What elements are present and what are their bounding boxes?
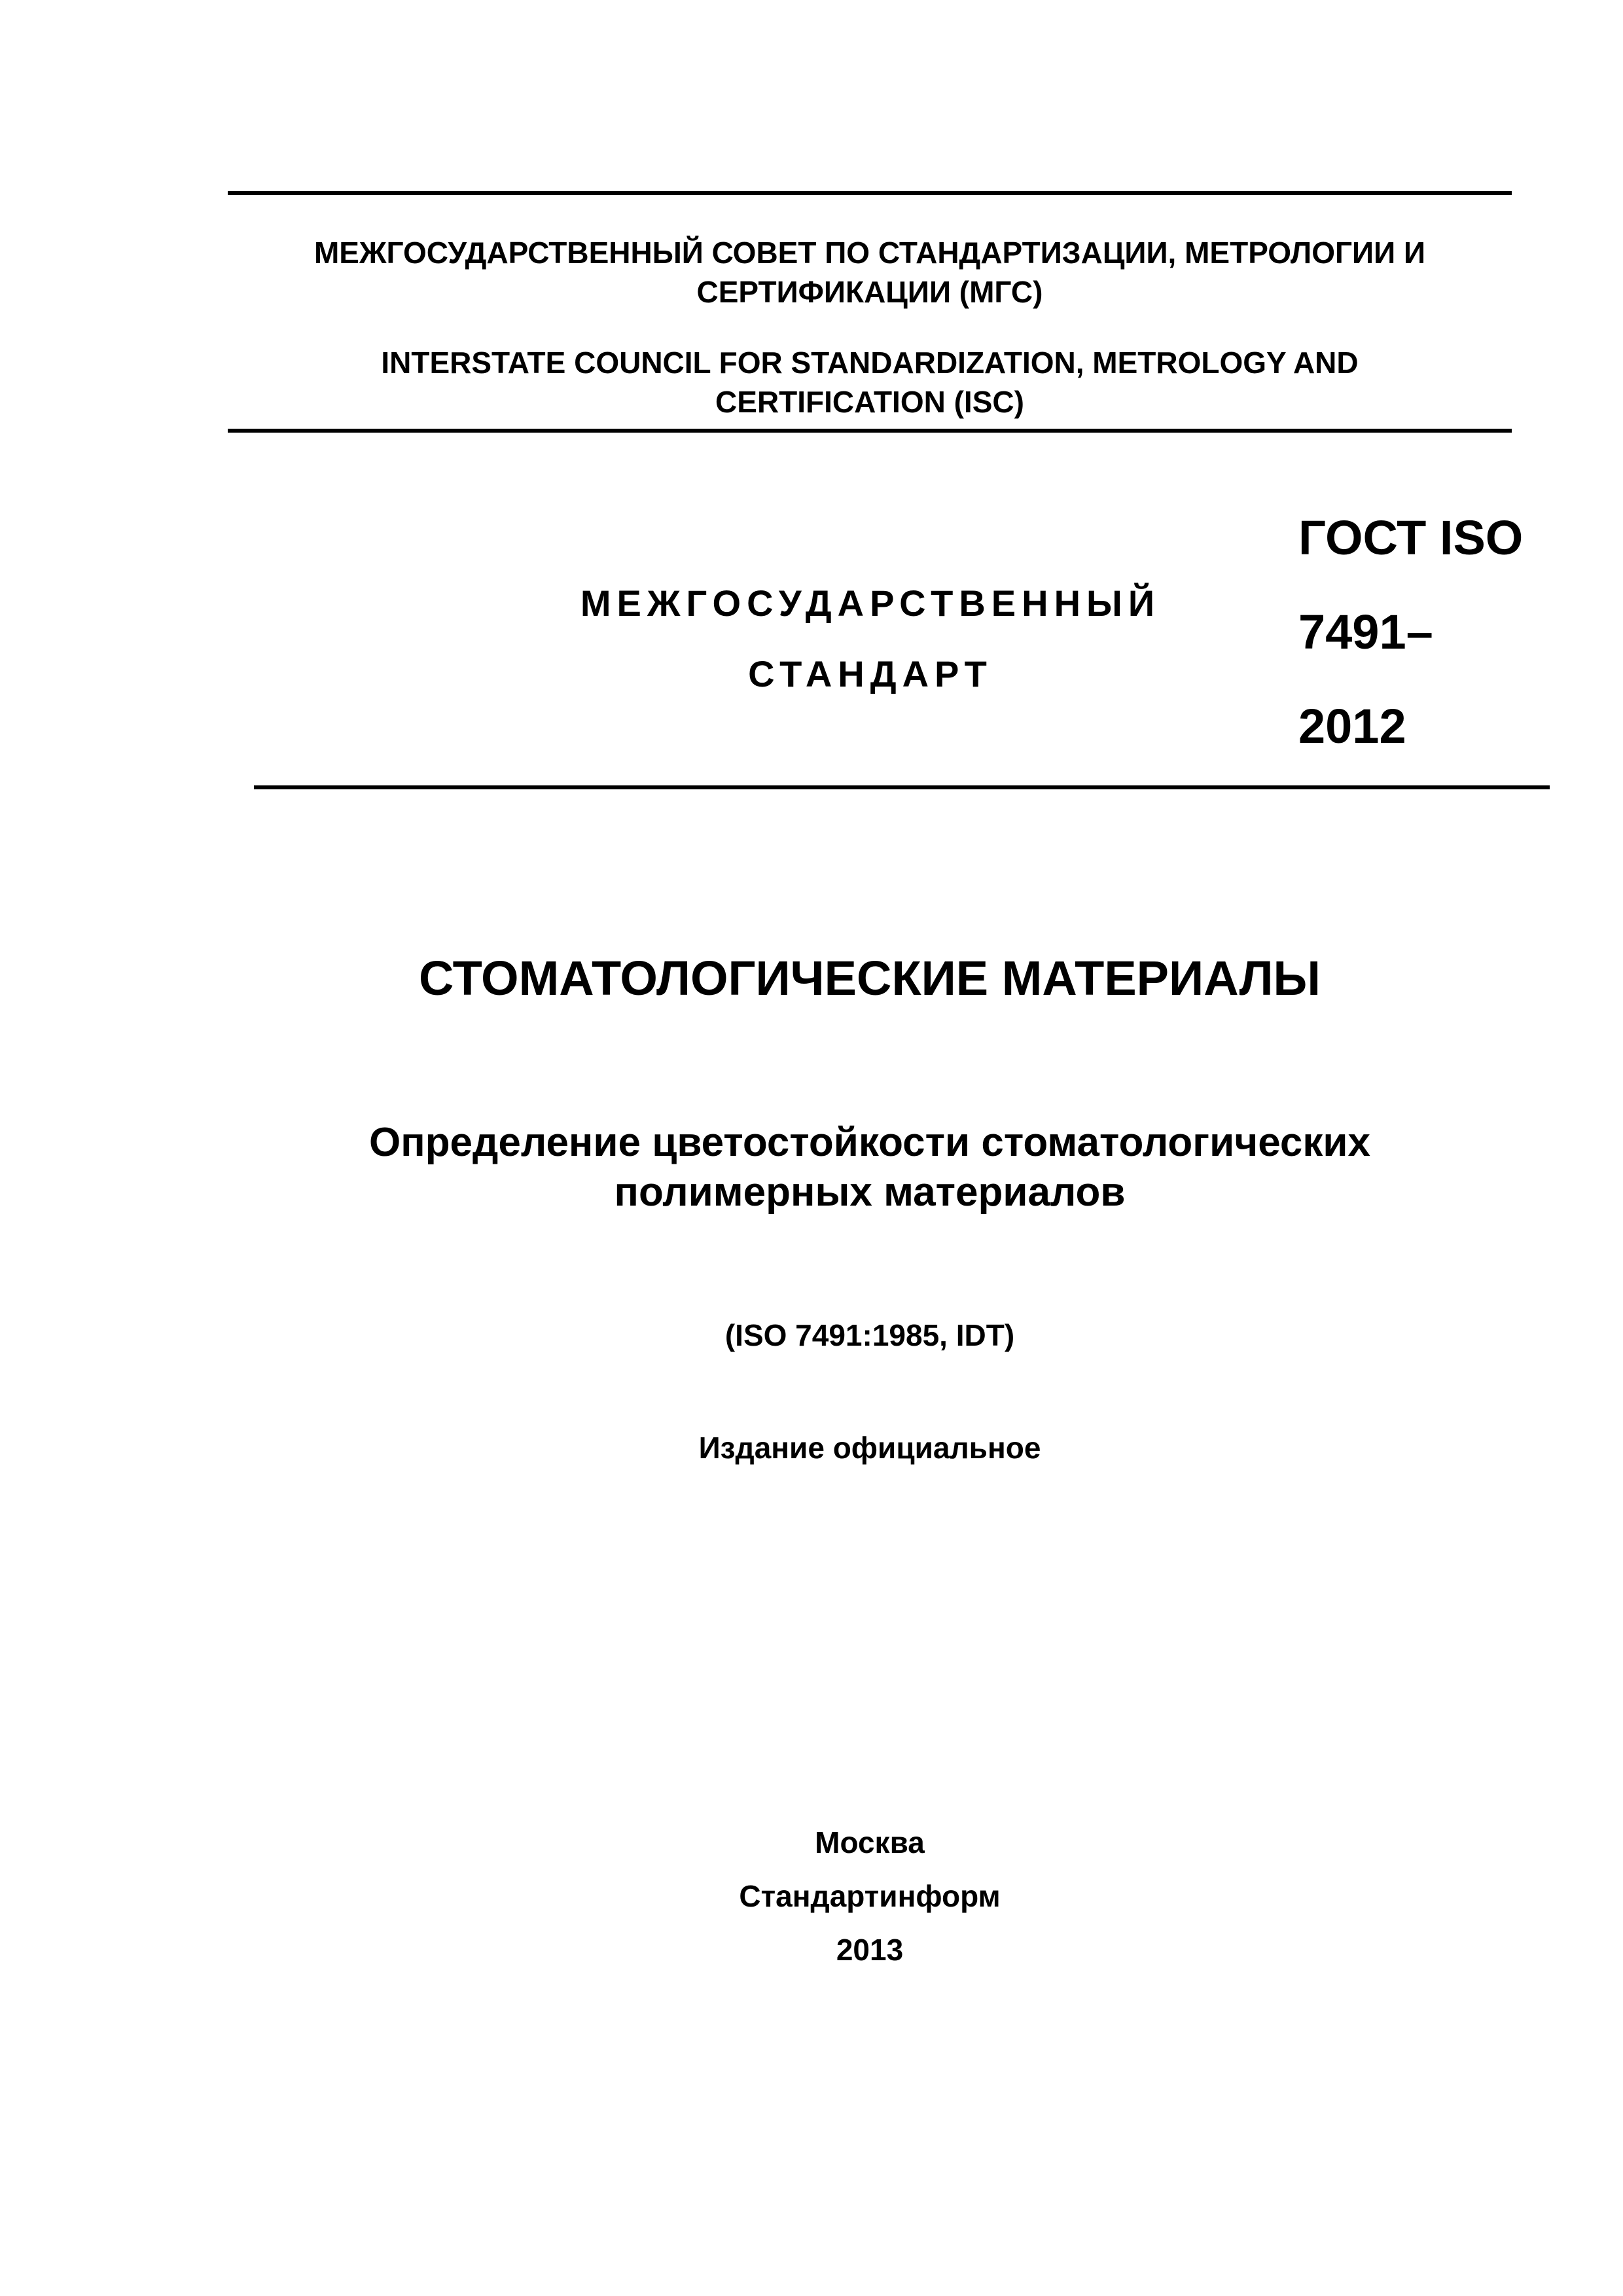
council-en-line-1: INTERSTATE COUNCIL FOR STANDARDIZATION, METROLOGY AND [381, 346, 1359, 380]
standard-type-line-1: МЕЖГОСУДАРСТВЕННЫЙ [580, 583, 1161, 624]
edition-label: Издание официальное [698, 1431, 1041, 1465]
council-name-english [228, 343, 1512, 422]
doc-id-line-1: ГОСТ ISO [1298, 511, 1524, 565]
standard-type-line-2: СТАНДАРТ [748, 653, 993, 694]
standard-type-label [537, 568, 1204, 709]
subtitle-line-1: Определение цветостойкости стоматологических [369, 1120, 1370, 1165]
document-title: СТОМАТОЛОГИЧЕСКИЕ МАТЕРИАЛЫ [419, 951, 1321, 1005]
doc-id-line-2: 7491– [1298, 605, 1433, 659]
title-block-divider [254, 785, 1550, 789]
council-en-line-2: CERTIFICATION (ISC) [715, 385, 1024, 419]
subtitle-line-2: полимерных материалов [614, 1170, 1126, 1215]
iso-reference: (ISO 7491:1985, IDT) [724, 1318, 1015, 1352]
top-divider [228, 191, 1512, 195]
imprint-publisher: Стандартинформ [739, 1879, 1001, 1913]
imprint-year: 2013 [836, 1933, 904, 1967]
imprint [228, 1816, 1512, 1977]
document-designation [1298, 467, 1547, 797]
header-divider [228, 429, 1512, 433]
council-ru-line-1: МЕЖГОСУДАРСТВЕННЫЙ СОВЕТ ПО СТАНДАРТИЗАЦИИ, МЕТРОЛОГИИ И [313, 236, 1426, 270]
imprint-city: Москва [815, 1825, 925, 1859]
council-name-russian [228, 233, 1512, 312]
council-ru-line-2: СЕРТИФИКАЦИИ (МГС) [696, 275, 1043, 309]
doc-id-line-3: 2012 [1298, 699, 1406, 753]
document-subtitle [228, 1118, 1512, 1217]
